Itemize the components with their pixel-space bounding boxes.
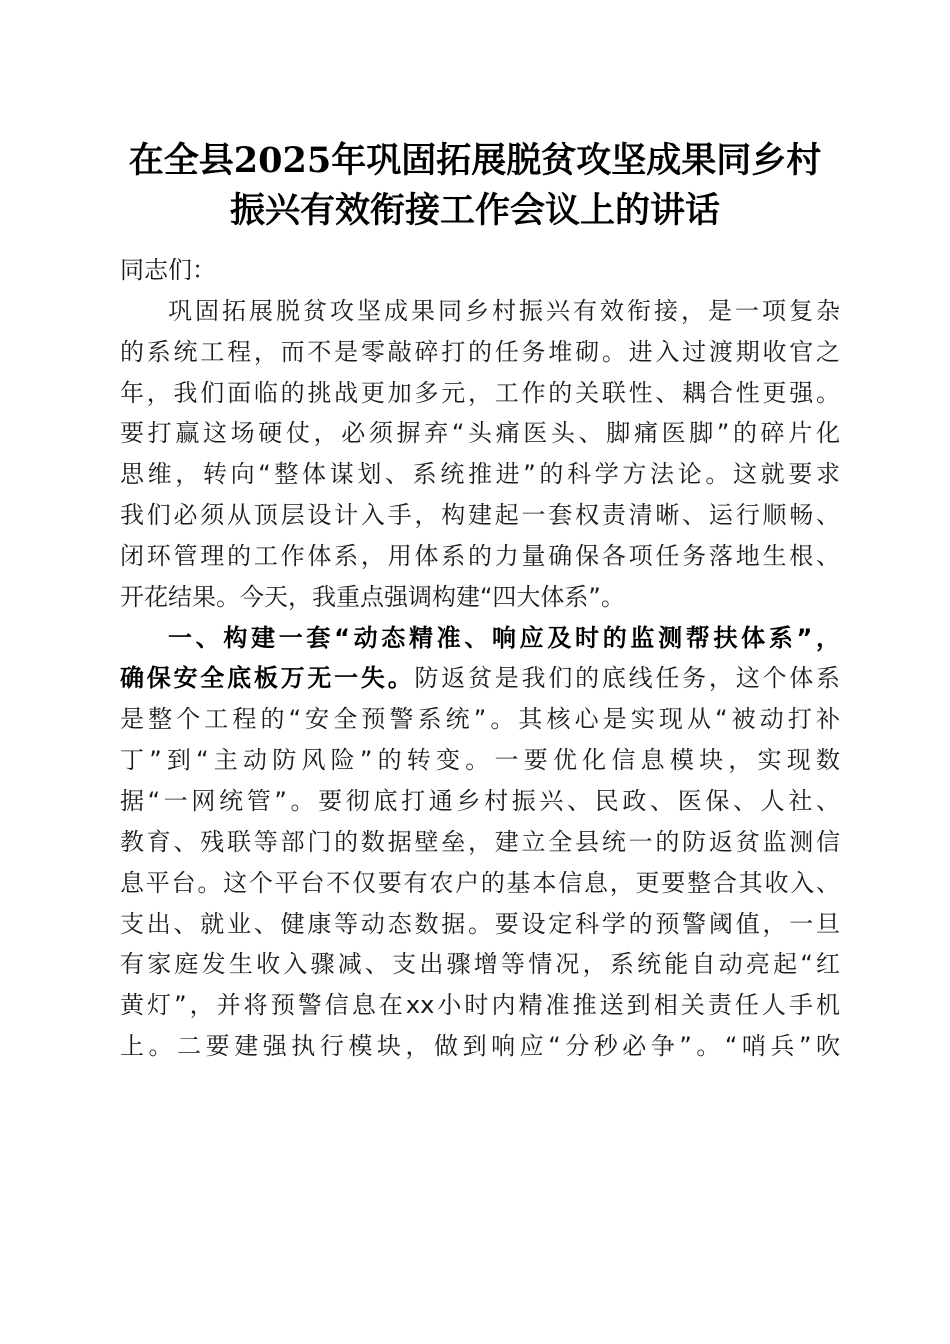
title-line-1: 在全县2025年巩固拓展脱贫攻坚成果同乡村: [128, 140, 822, 181]
paragraph-line: 上。二要建强执行模块，做到响应“分秒必争”。“哨兵”吹: [120, 1032, 840, 1061]
section-heading-continued: 确保安全底板万无一失。: [120, 664, 415, 693]
paragraph-line: 闭环管理的工作体系，用体系的力量确保各项任务落地生根、: [120, 541, 840, 570]
section-heading: 一、构建一套“动态精准、响应及时的监测帮扶体系”，: [168, 623, 840, 652]
paragraph-line: 我们必须从顶层设计入手，构建起一套权责清晰、运行顺畅、: [120, 501, 840, 530]
paragraph-line: 有家庭发生收入骤减、支出骤增等情况，系统能自动亮起“红: [120, 950, 840, 979]
paragraph-line: 年，我们面临的挑战更加多元，工作的关联性、耦合性更强。: [120, 378, 840, 407]
section-text: 防返贫是我们的底线任务，这个体系: [414, 664, 841, 693]
paragraph-line: [120, 658, 840, 699]
title-line-2: 振兴有效衔接工作会议上的讲话: [229, 190, 720, 231]
paragraph-intro: [120, 291, 840, 618]
paragraph-line: 的系统工程，而不是零敲碎打的任务堆砌。进入过渡期收官之: [120, 337, 840, 366]
paragraph-line: 巩固拓展脱贫攻坚成果同乡村振兴有效衔接，是一项复杂: [168, 296, 840, 325]
paragraph-line: 教育、残联等部门的数据壁垒，建立全县统一的防返贫监测信: [120, 827, 840, 856]
paragraph-line: 息平台。这个平台不仅要有农户的基本信息，更要整合其收入、: [120, 868, 840, 897]
paragraph-line: 支出、就业、健康等动态数据。要设定科学的预警阈值，一旦: [120, 909, 840, 938]
section-1: [120, 618, 840, 1067]
paragraph-line: 开花结果。今天，我重点强调构建“四大体系”。: [120, 582, 625, 611]
paragraph-line: 黄灯”，并将预警信息在xx小时内精准推送到相关责任人手机: [120, 991, 840, 1020]
paragraph-line: 是整个工程的“安全预警系统”。其核心是实现从“被动打补: [120, 705, 840, 734]
paragraph-line: 要打赢这场硬仗，必须摒弃“头痛医头、脚痛医脚”的碎片化: [120, 419, 840, 448]
salutation: 同志们：: [120, 256, 216, 284]
document-body: [120, 250, 840, 1067]
paragraph-line: 据“一网统管”。要彻底打通乡村振兴、民政、医保、人社、: [120, 786, 840, 815]
paragraph-line: 思维，转向“整体谋划、系统推进”的科学方法论。这就要求: [120, 460, 840, 489]
paragraph-line: 丁”到“主动防风险”的转变。一要优化信息模块，实现数: [120, 746, 840, 775]
document-title: [100, 136, 850, 236]
